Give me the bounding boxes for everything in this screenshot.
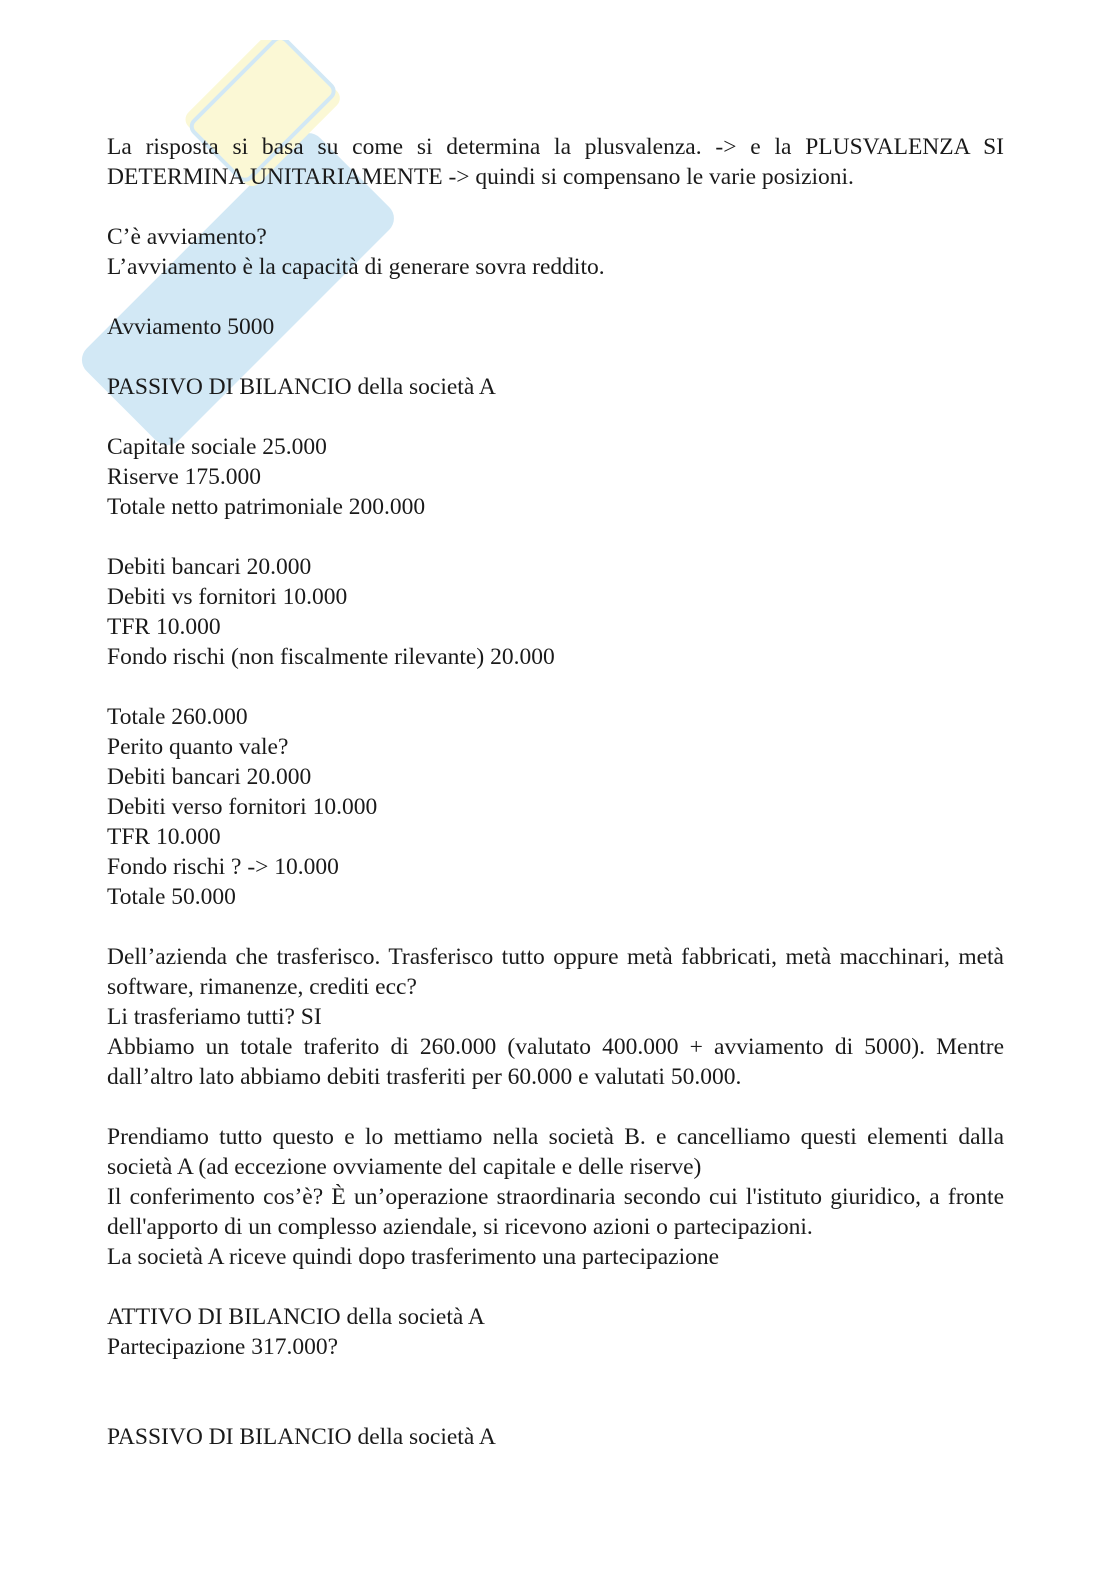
heading-passivo-bilancio: PASSIVO DI BILANCIO della società A [107, 374, 496, 400]
line-debiti-bancari: Debiti bancari 20.000 [107, 554, 312, 580]
paragraph-plusvalenza: La risposta si basa su come si determina la plusvalenza. -> e la PLUSVALENZA SI DETERMINA UNITARIAMENTE -> quindi si compensano le varie posizioni. [107, 134, 1004, 190]
line-avviamento-definition: L’avviamento è la capacità di generare sovra reddito. [107, 254, 605, 280]
line-riserve: Riserve 175.000 [107, 464, 262, 490]
line-trasferiamo-tutti: Li trasferiamo tutti? SI [107, 1004, 322, 1030]
line-totale-perito: Totale 50.000 [107, 884, 236, 910]
line-fondo-rischi-perito: Fondo rischi ? -> 10.000 [107, 854, 339, 880]
line-avviamento-question: C’è avviamento? [107, 224, 267, 250]
line-totale-netto: Totale netto patrimoniale 200.000 [107, 494, 426, 520]
line-tfr-perito: TFR 10.000 [107, 824, 221, 850]
line-debiti-bancari-perito: Debiti bancari 20.000 [107, 764, 312, 790]
line-partecipazione-value: Partecipazione 317.000? [107, 1334, 338, 1360]
line-debiti-fornitori: Debiti vs fornitori 10.000 [107, 584, 348, 610]
line-totale: Totale 260.000 [107, 704, 248, 730]
line-tfr: TFR 10.000 [107, 614, 221, 640]
line-capitale-sociale: Capitale sociale 25.000 [107, 434, 327, 460]
paragraph-societa-b: Prendiamo tutto questo e lo mettiamo nella società B. e cancelliamo questi elementi dalla società A (ad eccezione ovviamente del capitale e delle riserve) [107, 1124, 1004, 1180]
line-avviamento-value: Avviamento 5000 [107, 314, 275, 340]
line-debiti-fornitori-perito: Debiti verso fornitori 10.000 [107, 794, 378, 820]
paragraph-conferimento: Il conferimento cos’è? È un’operazione straordinaria secondo cui l'istituto giuridico, a fronte dell'apporto di un complesso aziendale, si ricevono azioni o partecipazioni. [107, 1184, 1004, 1240]
paragraph-trasferimento: Dell’azienda che trasferisco. Trasferisco tutto oppure metà fabbricati, metà macchinari, metà software, rimanenze, crediti ecc? [107, 944, 1004, 1000]
line-perito: Perito quanto vale? [107, 734, 289, 760]
paragraph-totale-trasferito: Abbiamo un totale traferito di 260.000 (valutato 400.000 + avviamento di 5000). Mentre dall’altro lato abbiamo debiti trasferiti per 60.000 e valutati 50.000. [107, 1034, 1004, 1090]
heading-attivo-bilancio: ATTIVO DI BILANCIO della società A [107, 1304, 485, 1330]
document-body [107, 132, 1004, 1452]
line-partecipazione-ricevuta: La società A riceve quindi dopo trasferimento una partecipazione [107, 1244, 720, 1270]
line-fondo-rischi: Fondo rischi (non fiscalmente rilevante) 20.000 [107, 644, 555, 670]
heading-passivo-bilancio-2: PASSIVO DI BILANCIO della società A [107, 1424, 496, 1450]
